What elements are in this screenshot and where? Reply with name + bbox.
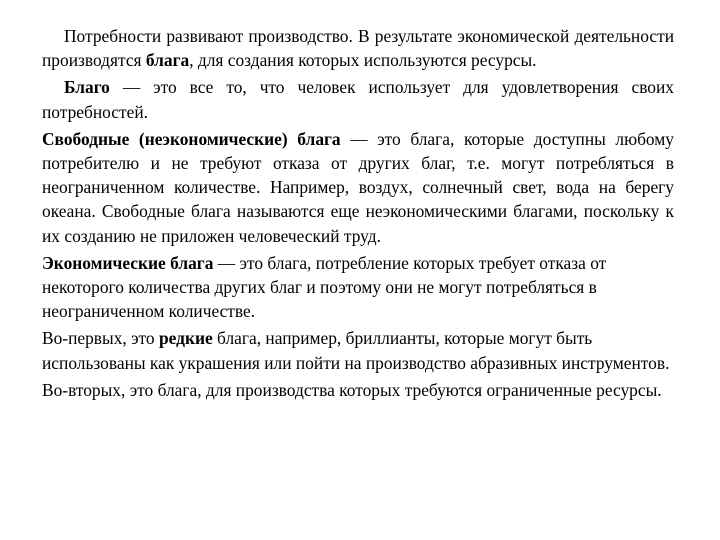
document-page [42,24,674,402]
term-economic-goods: Экономические блага [42,252,214,273]
paragraph-text: блага, например, бриллианты, которые могут быть использованы как украшения или пойти на производство абразивных инструментов. [42,328,670,373]
paragraph-text: Во-вторых, это блага, для производства которых требуются ограниченные ресурсы. [42,379,662,400]
paragraph-text: Потребности развивают производство. В результате экономической деятельности производятся [42,26,674,71]
paragraph-text: — это блага, потребление которых требует отказа от некоторого количества других благ и поэтому они не могут потребляться в неограниченном количестве. [42,252,607,322]
paragraph-first-rare [42,326,674,374]
term-good: Благо [64,77,110,98]
term-free-goods: Свободные (неэкономические) блага [42,128,341,149]
paragraph-text: — это все то, что человек использует для удовлетворения своих потребностей. [42,77,674,122]
term-goods: блага [145,50,190,71]
paragraph-good-definition [42,75,674,123]
paragraph-text: , для создания которых используются ресурсы. [189,50,537,71]
paragraph-needs-production [42,24,674,72]
paragraph-text: Во-первых, это [42,328,159,349]
paragraph-second-limited [42,378,674,402]
term-rare: редкие [158,328,213,349]
paragraph-free-goods [42,127,674,248]
paragraph-text: — это блага, которые доступны любому потребителю и не требуют отказа от других благ, т.е. могут потребляться в неограниченном количестве. Например, воздух, солнечный свет, вода на берегу океана. Свободные блага называются еще неэкономическими благами, поскольку к их созданию не приложен человеческий труд. [42,128,674,246]
paragraph-economic-goods [42,251,674,324]
